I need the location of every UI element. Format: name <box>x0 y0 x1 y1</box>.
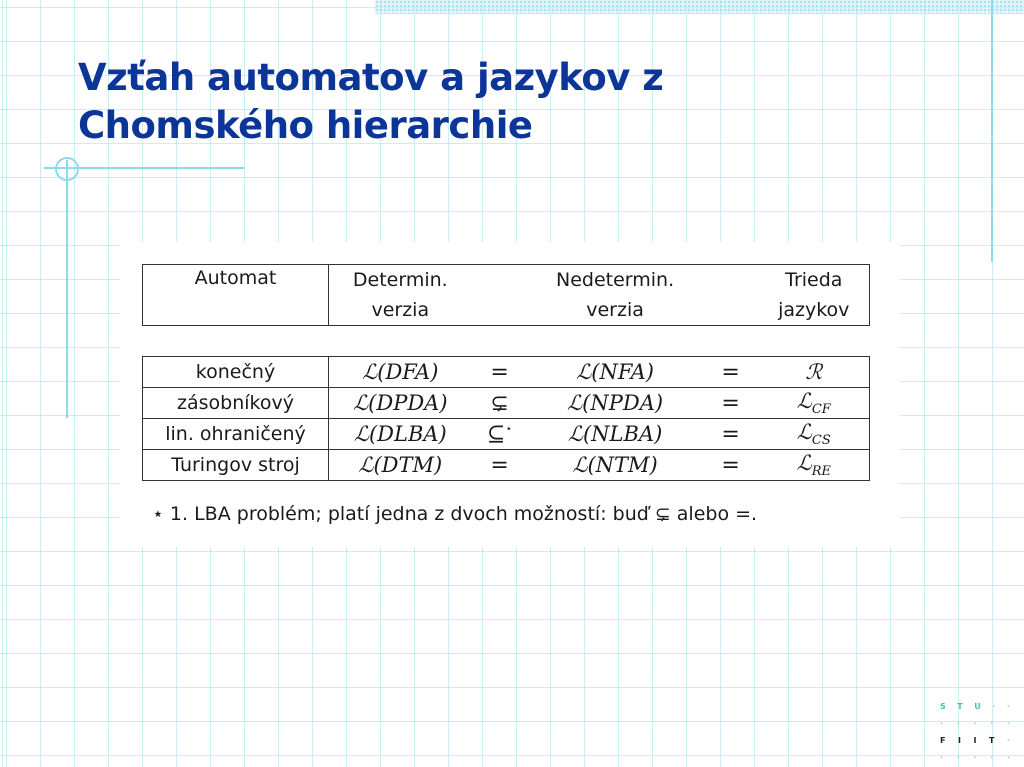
cell-rel2: = <box>703 419 759 450</box>
cell-nondet: ℒ(NTM) <box>528 450 703 481</box>
cell-automat: lin. ohraničený <box>142 419 329 450</box>
cell-rel1: = <box>472 357 528 388</box>
header-determin-line2: verzia <box>329 295 472 326</box>
left-vertical-rule <box>66 160 68 418</box>
cell-automat: zásobníkový <box>142 388 329 419</box>
cell-nondet: ℒ(NLBA) <box>528 419 703 450</box>
header-automat: Automat <box>142 264 329 326</box>
table-header-row <box>142 264 870 295</box>
cell-class: ℒ$_{RE}$ <box>759 450 870 481</box>
right-vertical-rule <box>991 0 993 262</box>
cell-det: ℒ(DLBA) <box>329 419 472 450</box>
cell-rel2: = <box>703 450 759 481</box>
logo-row-fiit: F I I T · <box>940 736 1010 745</box>
cell-class: ℒ$_{CF}$ <box>759 388 870 419</box>
title-line-2: Chomského hierarchie <box>78 104 533 147</box>
cell-nondet: ℒ(NFA) <box>528 357 703 388</box>
cell-nondet: ℒ(NPDA) <box>528 388 703 419</box>
cell-automat: Turingov stroj <box>142 450 329 481</box>
table-row <box>142 450 870 481</box>
logo-row-dots-bottom: · · · · · <box>940 753 1010 762</box>
title-line-1: Vzťah automatov a jazykov z <box>78 56 664 99</box>
automata-language-table <box>142 264 870 481</box>
crosshair-circle-decoration <box>55 157 79 181</box>
header-trieda-line2: jazykov <box>759 295 870 326</box>
star-footnote-mark: ⋆ <box>505 421 513 435</box>
cell-rel1: ⊊ <box>472 388 528 419</box>
logo-row-dots: · · · · · <box>940 719 1010 728</box>
table-row <box>142 388 870 419</box>
header-nedetermin-line2: verzia <box>528 295 703 326</box>
cell-rel1: = <box>472 450 528 481</box>
cell-class: ℒ$_{CS}$ <box>759 419 870 450</box>
cell-det: ℒ(DTM) <box>329 450 472 481</box>
logo-row-stu: S T U · · <box>940 702 1010 711</box>
cell-automat: konečný <box>142 357 329 388</box>
header-nedetermin: Nedetermin. <box>528 264 703 295</box>
table-row <box>142 357 870 388</box>
cell-rel1: ⊆⋆ <box>472 419 528 450</box>
cell-rel2: = <box>703 357 759 388</box>
header-trieda: Trieda <box>759 264 870 295</box>
cell-rel2: = <box>703 388 759 419</box>
cell-det: ℒ(DFA) <box>329 357 472 388</box>
cell-class: ℛ <box>759 357 870 388</box>
table-row <box>142 419 870 450</box>
top-decorative-band <box>375 0 1024 14</box>
cell-det: ℒ(DPDA) <box>329 388 472 419</box>
slide-title <box>78 54 663 150</box>
header-separator <box>142 326 870 357</box>
footnote-lba-problem: ⋆ 1. LBA problém; platí jedna z dvoch možností: buď ⊊ alebo =. <box>152 503 758 525</box>
header-determin: Determin. <box>329 264 472 295</box>
stu-fiit-logo <box>940 698 1010 766</box>
